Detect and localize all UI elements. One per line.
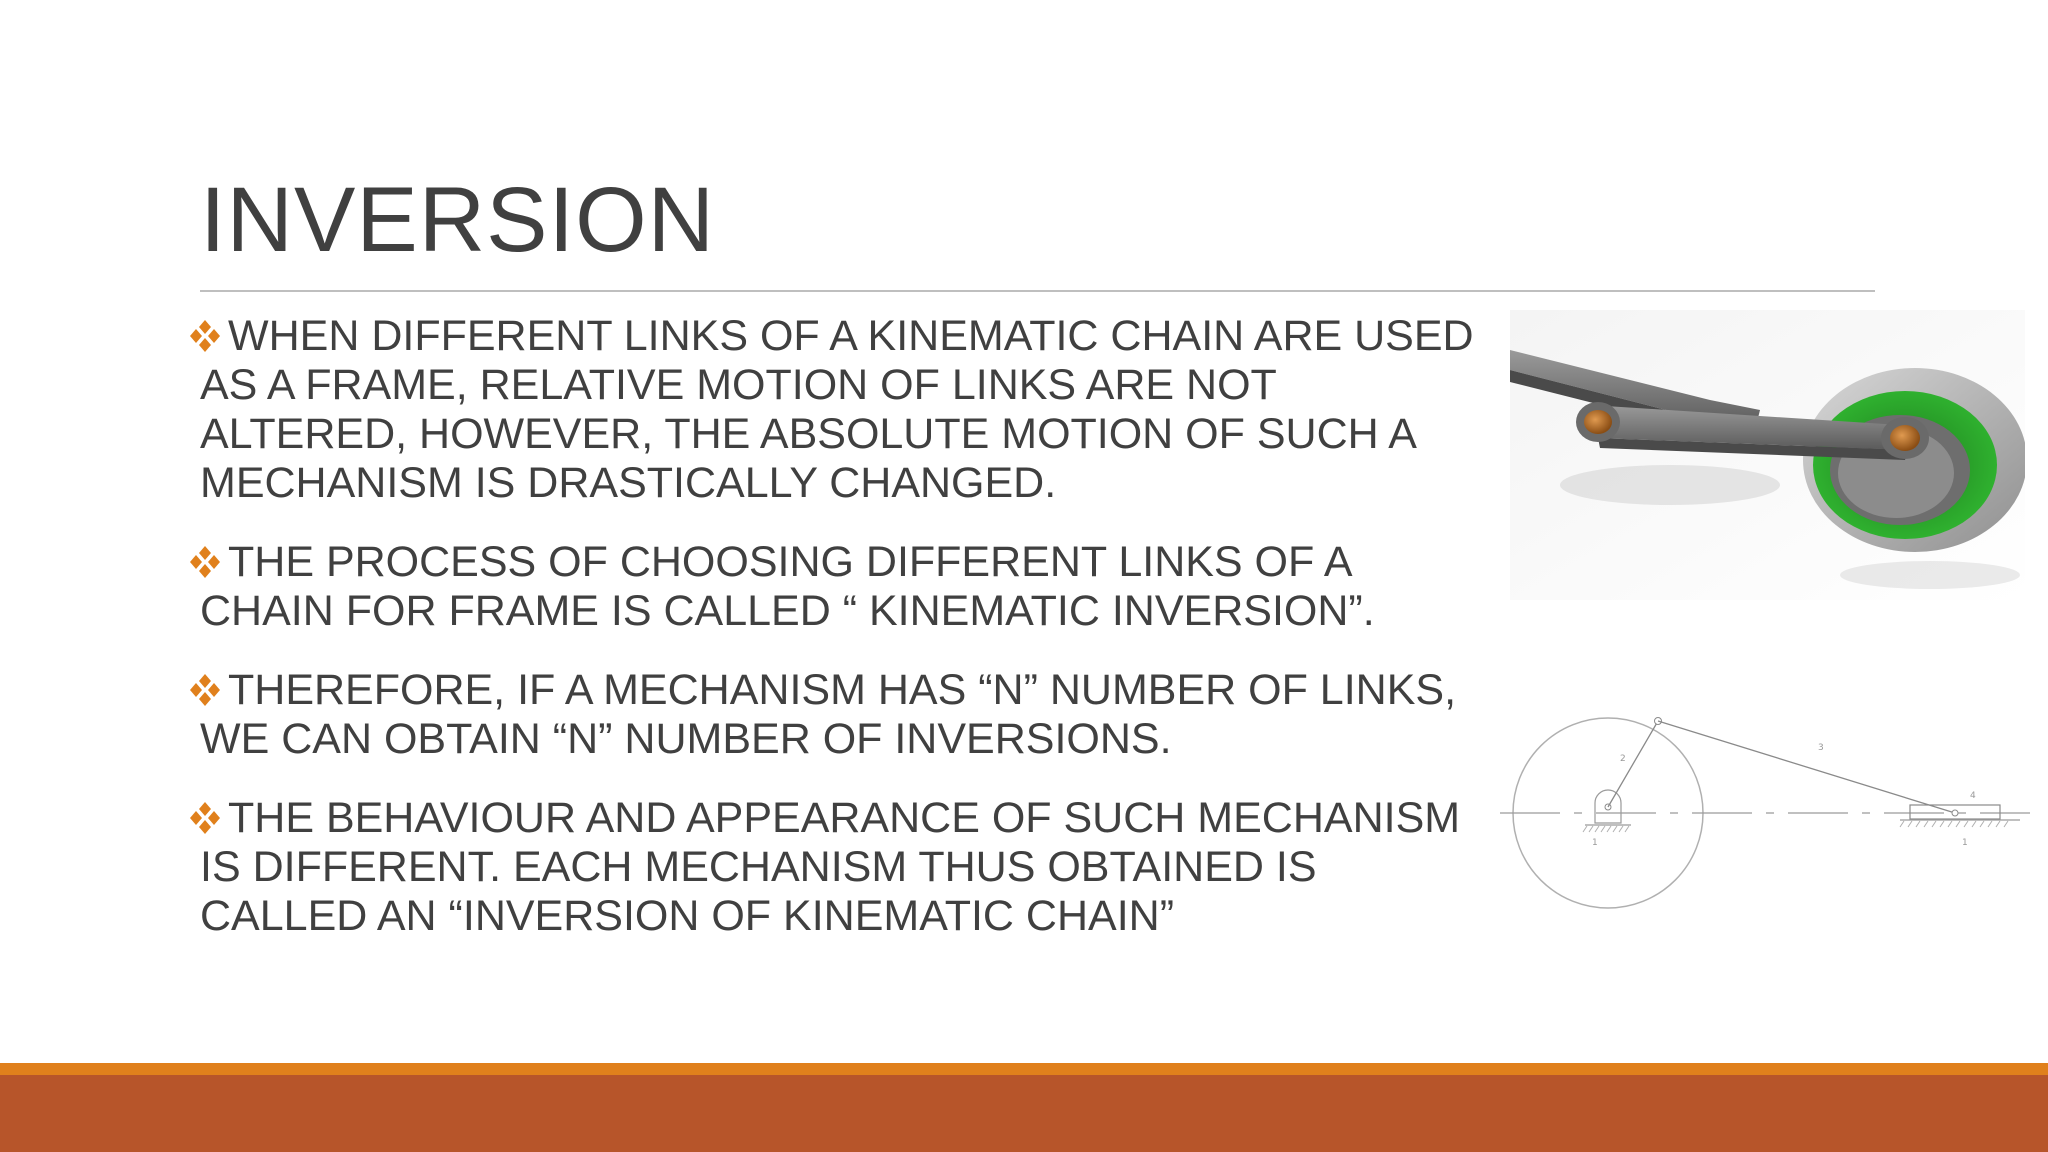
bullet-list <box>200 312 1490 971</box>
bullet-item <box>200 794 1490 941</box>
diagram-label: 2 <box>1620 754 1626 764</box>
slider-crank-diagram <box>1500 695 2030 925</box>
bullet-item <box>200 312 1490 508</box>
title-divider <box>200 290 1875 292</box>
four-diamond-bullet-icon <box>187 318 223 354</box>
diagram-label: 1 <box>1592 838 1598 848</box>
footer-band <box>0 1075 2048 1152</box>
bullet-item <box>200 538 1490 636</box>
four-diamond-bullet-icon <box>187 800 223 836</box>
diagram-label: 1 <box>1962 838 1968 848</box>
bullet-text: WHEN DIFFERENT LINKS OF A KINEMATIC CHAIN ARE USED AS A FRAME, RELATIVE MOTION OF LINKS ARE NOT ALTERED, HOWEVER, THE ABSOLUTE MOTION OF SUCH A MECHANISM IS DRASTICALLY CHANGED. <box>200 312 1474 507</box>
four-diamond-bullet-icon <box>187 672 223 708</box>
diagram-label: 3 <box>1818 743 1824 753</box>
bullet-text: THEREFORE, IF A MECHANISM HAS “N” NUMBER OF LINKS, WE CAN OBTAIN “N” NUMBER OF INVERSIONS. <box>200 666 1457 763</box>
footer-accent-strip <box>0 1063 2048 1075</box>
crank-mechanism-3d-image <box>1510 310 2025 600</box>
bullet-text: THE BEHAVIOUR AND APPEARANCE OF SUCH MECHANISM IS DIFFERENT. EACH MECHANISM THUS OBTAINED IS CALLED AN “INVERSION OF KINEMATIC CHAIN” <box>200 794 1461 940</box>
slide-title: INVERSION <box>200 169 716 271</box>
bullet-item <box>200 666 1490 764</box>
diagram-label: 4 <box>1970 791 1976 801</box>
four-diamond-bullet-icon <box>187 544 223 580</box>
bullet-text: THE PROCESS OF CHOOSING DIFFERENT LINKS OF A CHAIN FOR FRAME IS CALLED “ KINEMATIC INVERSION”. <box>200 538 1375 635</box>
